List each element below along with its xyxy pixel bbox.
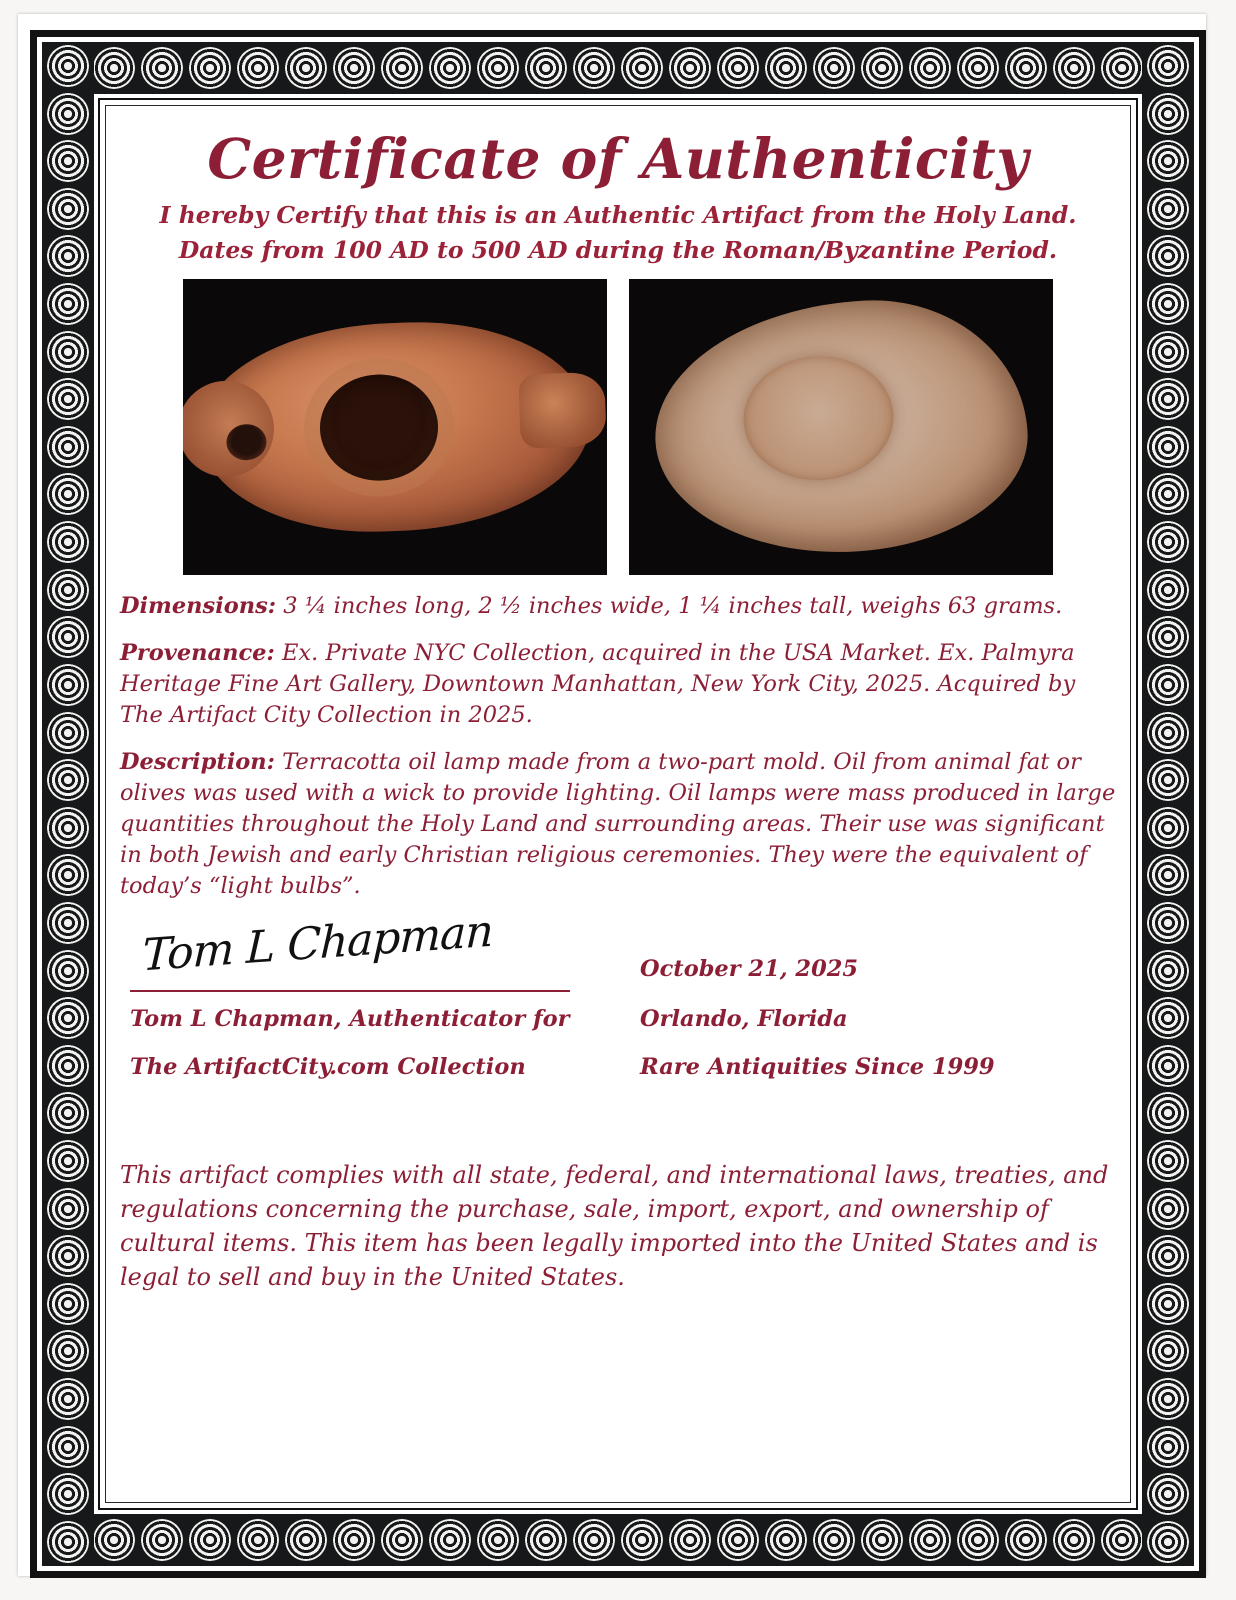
ornament-ring-icon: [47, 188, 89, 230]
ornament-ring-icon: [285, 47, 327, 89]
oil-lamp-wick-hole: [226, 423, 267, 460]
ornament-ring-icon: [47, 378, 89, 420]
ornament-ring-icon: [1147, 759, 1189, 801]
ornament-ring-icon: [717, 47, 759, 89]
ornament-ring-icon: [1147, 378, 1189, 420]
ornament-ring-icon: [1147, 235, 1189, 277]
field-description-value: Terracotta oil lamp made from a two-part mold. Oil from animal fat or olives was used with a wick to provide lighting. Oil lamps were mass produced in large quantities throughout the Holy Land and surrounding areas. Their use was significant in both Jewish and early Christian religious ceremonies. They were the equivalent of today’s “light bulbs”.: [120, 748, 1116, 900]
ornament-ring-icon: [47, 1235, 89, 1277]
field-dimensions-value: 3 ¼ inches long, 2 ½ inches wide, 1 ¼ inches tall, weighs 63 grams.: [276, 592, 1063, 619]
ornament-ring-icon: [47, 759, 89, 801]
issue-location: Orlando, Florida: [640, 1006, 848, 1033]
ornament-ring-icon: [47, 283, 89, 325]
ornament-ring-icon: [47, 1283, 89, 1325]
ornament-ring-icon: [1147, 1473, 1189, 1515]
ornament-ring-icon: [909, 1519, 951, 1561]
authenticator-name: Tom L Chapman, Authenticator for: [130, 1006, 570, 1033]
signature-block: [120, 905, 1116, 1118]
ornament-ring-icon: [813, 1519, 855, 1561]
ornament-ring-icon: [429, 1519, 471, 1561]
ornament-ring-icon: [237, 1519, 279, 1561]
ornament-ring-icon: [477, 47, 519, 89]
ornament-ring-icon: [1053, 47, 1095, 89]
authenticator-organization: The ArtifactCity.com Collection: [130, 1054, 526, 1081]
ornament-ring-icon: [47, 140, 89, 182]
field-dimensions: [120, 591, 1116, 622]
ornament-ring-icon: [1147, 426, 1189, 468]
ornament-ring-icon: [47, 45, 89, 87]
ornament-ring-icon: [47, 616, 89, 658]
field-provenance-label: Provenance:: [120, 639, 275, 666]
field-provenance-value: Ex. Private NYC Collection, acquired in the USA Market. Ex. Palmyra Heritage Fine Art Gallery, Downtown Manhattan, New York City, 2025. Acquired by The Artifact City Collection in 2025.: [120, 639, 1076, 728]
ornament-ring-icon: [573, 1519, 615, 1561]
oil-lamp-base-disc: [740, 352, 896, 484]
ornament-ring-icon: [285, 1519, 327, 1561]
ornament-ring-icon: [1147, 807, 1189, 849]
ornament-ring-icon: [813, 47, 855, 89]
ornament-ring-icon: [1147, 1378, 1189, 1420]
ornament-ring-icon: [93, 47, 135, 89]
oil-lamp-bottom-image: [649, 292, 1034, 561]
ornament-ring-icon: [1147, 45, 1189, 87]
ornament-ring-icon: [1147, 1188, 1189, 1230]
ornament-ring-icon: [765, 47, 807, 89]
ornament-ring-icon: [47, 997, 89, 1039]
ornament-ring-icon: [47, 902, 89, 944]
ornament-ring-icon: [1147, 1045, 1189, 1087]
ornament-ring-icon: [1147, 997, 1189, 1039]
ornament-ring-icon: [621, 47, 663, 89]
ornament-ring-icon: [47, 1521, 89, 1563]
ornament-ring-icon: [1147, 1235, 1189, 1277]
artifact-photo-gallery: [120, 279, 1116, 575]
legal-compliance-text: This artifact complies with all state, federal, and international laws, treaties, and regulations concerning the purchase, sale, import, export, and ownership of cultural items. This item has been legally imported into the United States and is legal to sell and buy in the United States.: [120, 1161, 1109, 1292]
ornament-ring-icon: [1147, 950, 1189, 992]
artifact-photo-top-view: [183, 279, 607, 575]
field-description-label: Description:: [120, 748, 275, 775]
ornament-ring-icon: [1147, 188, 1189, 230]
ornament-ring-icon: [1147, 140, 1189, 182]
ornament-ring-icon: [861, 47, 903, 89]
ornament-ring-icon: [957, 47, 999, 89]
ornament-ring-icon: [1147, 1521, 1189, 1563]
ornament-ring-icon: [47, 235, 89, 277]
ornament-ring-icon: [47, 1045, 89, 1087]
ornament-ring-icon: [47, 473, 89, 515]
ornament-ring-icon: [573, 47, 615, 89]
ornament-ring-icon: [1147, 521, 1189, 563]
ornament-ring-icon: [47, 1092, 89, 1134]
ornament-ring-icon: [1005, 47, 1047, 89]
handwritten-signature: Tom L Chapman: [141, 905, 494, 982]
ornament-ring-icon: [861, 1519, 903, 1561]
certify-statement-line-2: Dates from 100 AD to 500 AD during the Roman/Byzantine Period.: [178, 236, 1058, 265]
ornament-ring-icon: [1147, 331, 1189, 373]
ornament-band-top: [42, 42, 1194, 94]
issue-date: October 21, 2025: [640, 956, 859, 983]
ornament-ring-icon: [47, 1330, 89, 1372]
artifact-photo-bottom-view: [629, 279, 1053, 575]
ornament-ring-icon: [477, 1519, 519, 1561]
ornament-ring-icon: [1147, 1426, 1189, 1468]
ornament-ring-icon: [47, 521, 89, 563]
ornament-ring-icon: [47, 950, 89, 992]
ornament-ring-icon: [909, 47, 951, 89]
oil-lamp-fill-hole: [319, 372, 441, 482]
ornament-ring-icon: [1147, 283, 1189, 325]
ornament-ring-icon: [1147, 664, 1189, 706]
ornament-ring-icon: [189, 1519, 231, 1561]
field-provenance: [120, 638, 1116, 731]
ornament-ring-icon: [1147, 569, 1189, 611]
ornament-ring-icon: [1147, 1092, 1189, 1134]
ornament-ring-icon: [957, 1519, 999, 1561]
ornament-ring-icon: [1147, 1283, 1189, 1325]
ornament-ring-icon: [47, 1188, 89, 1230]
ornament-ring-icon: [47, 1426, 89, 1468]
ornament-ring-icon: [1147, 616, 1189, 658]
certify-statement-line-1: I hereby Certify that this is an Authentic Artifact from the Holy Land.: [159, 200, 1077, 229]
ornament-ring-icon: [621, 1519, 663, 1561]
ornament-ring-icon: [237, 47, 279, 89]
ornament-ring-icon: [47, 854, 89, 896]
ornament-ring-icon: [1147, 902, 1189, 944]
ornament-ring-icon: [93, 1519, 135, 1561]
ornament-ring-icon: [1101, 1519, 1143, 1561]
ornament-ring-icon: [381, 1519, 423, 1561]
ornament-ring-icon: [47, 426, 89, 468]
ornament-ring-icon: [1005, 1519, 1047, 1561]
ornament-ring-icon: [47, 93, 89, 135]
page-title: Certificate of Authenticity: [207, 126, 1029, 191]
ornament-ring-icon: [47, 807, 89, 849]
ornament-ring-icon: [47, 712, 89, 754]
ornament-band-left: [42, 42, 94, 1566]
ornament-ring-icon: [141, 47, 183, 89]
oil-lamp-top-image: [196, 316, 593, 537]
ornament-ring-icon: [1147, 1330, 1189, 1372]
ornament-ring-icon: [1101, 47, 1143, 89]
ornament-ring-icon: [669, 1519, 711, 1561]
ornament-band-right: [1142, 42, 1194, 1566]
ornament-ring-icon: [669, 47, 711, 89]
ornament-ring-icon: [333, 1519, 375, 1561]
ornament-ring-icon: [189, 47, 231, 89]
field-description: [120, 747, 1116, 902]
ornament-ring-icon: [1147, 93, 1189, 135]
ornament-ring-icon: [1053, 1519, 1095, 1561]
certificate-content: [120, 118, 1116, 1294]
company-tagline: Rare Antiquities Since 1999: [640, 1054, 995, 1081]
ornament-ring-icon: [1147, 473, 1189, 515]
ornament-ring-icon: [47, 1473, 89, 1515]
field-dimensions-label: Dimensions:: [120, 592, 277, 619]
signature-line: [130, 990, 570, 992]
ornament-ring-icon: [1147, 854, 1189, 896]
ornament-ring-icon: [47, 664, 89, 706]
ornament-band-bottom: [42, 1514, 1194, 1566]
ornament-ring-icon: [1147, 1140, 1189, 1182]
ornament-ring-icon: [1147, 712, 1189, 754]
ornament-ring-icon: [381, 47, 423, 89]
ornament-ring-icon: [525, 47, 567, 89]
ornament-ring-icon: [47, 331, 89, 373]
ornament-ring-icon: [525, 1519, 567, 1561]
ornament-ring-icon: [333, 47, 375, 89]
ornament-ring-icon: [765, 1519, 807, 1561]
ornament-ring-icon: [429, 47, 471, 89]
ornament-ring-icon: [141, 1519, 183, 1561]
ornament-ring-icon: [717, 1519, 759, 1561]
ornament-ring-icon: [47, 1140, 89, 1182]
ornament-ring-icon: [47, 1378, 89, 1420]
ornament-ring-icon: [47, 569, 89, 611]
